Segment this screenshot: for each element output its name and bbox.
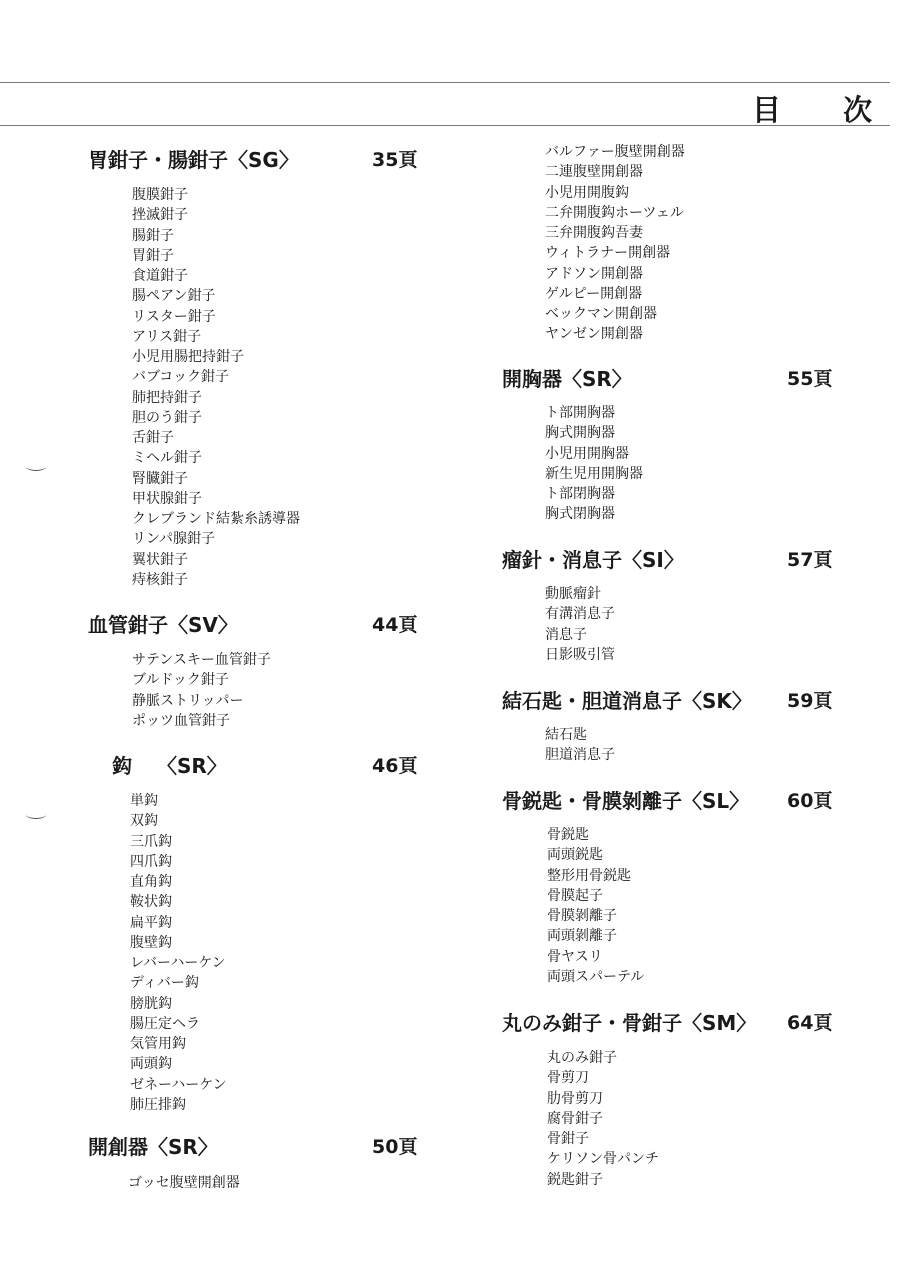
item-list [130, 791, 227, 1115]
toc-item: 鞍状鈎 [130, 894, 172, 911]
item-list [545, 142, 685, 345]
toc-item: 小児用開胸器 [545, 445, 629, 462]
section-page-number: 57頁 [787, 549, 833, 571]
toc-item: 動脈瘤針 [545, 586, 601, 602]
toc-item: 食道鉗子 [132, 268, 188, 284]
toc-item: 骨鉗子 [547, 1131, 589, 1147]
item-list [545, 725, 615, 766]
item-list [132, 185, 300, 590]
section-title: 胃鉗子・腸鉗子〈SG〉 [88, 148, 299, 172]
section-page-number: 46頁 [372, 755, 418, 777]
toc-item: クレブランド結紮糸誘導器 [132, 511, 300, 527]
top-rule [0, 82, 890, 83]
toc-item: 肺圧排鈎 [130, 1096, 186, 1113]
item-list [545, 403, 643, 525]
toc-item: 腐骨鉗子 [547, 1110, 603, 1127]
toc-item: ト部閉胸器 [545, 486, 615, 502]
toc-item: 腸圧定ヘラ [130, 1015, 200, 1032]
toc-item: ヤンゼン開創器 [545, 326, 643, 343]
toc-item: 有溝消息子 [545, 606, 615, 623]
toc-item: ゴッセ腹壁開創器 [128, 1175, 240, 1191]
toc-item: 三爪鈎 [130, 833, 172, 850]
toc-item: 痔核鉗子 [132, 571, 188, 588]
toc-item: 胃鉗子 [132, 247, 174, 264]
toc-item: ブルドック鉗子 [132, 672, 229, 689]
toc-item: 胸式開胸器 [545, 425, 615, 442]
toc-item: サテンスキー血管鉗子 [132, 652, 271, 668]
toc-item: リンパ腺鉗子 [132, 531, 216, 548]
toc-item: ゲルピー開創器 [545, 285, 643, 302]
toc-item: 胆道消息子 [545, 747, 615, 764]
toc-item: バブコック鉗子 [132, 369, 230, 386]
toc-item: 整形用骨鋭匙 [547, 867, 631, 884]
toc-item: 静脈ストリッパー [132, 692, 244, 709]
toc-item: リスター鉗子 [132, 308, 216, 325]
toc-item: 胸式閉胸器 [545, 506, 615, 523]
item-list [547, 825, 644, 987]
toc-item: 単鈎 [130, 793, 158, 809]
section-title: 開胸器〈SR〉 [502, 367, 632, 391]
toc-item: 舌鉗子 [132, 430, 174, 446]
toc-item: レバーハーケン [130, 955, 226, 971]
item-list [545, 584, 615, 665]
item-list [132, 650, 271, 731]
toc-item: 骨ヤスリ [547, 948, 603, 965]
toc-item: 小児用腸把持鉗子 [132, 349, 244, 365]
toc-item: 骨剪刀 [547, 1070, 589, 1087]
section-title: 丸のみ鉗子・骨鉗子〈SM〉 [502, 1011, 757, 1035]
toc-item: ポッツ血管鉗子 [132, 712, 230, 729]
toc-item: 肋骨剪刀 [547, 1090, 603, 1107]
toc-item: 扁平鈎 [130, 914, 172, 931]
toc-item: 肺把持鉗子 [132, 389, 202, 406]
toc-item: ミヘル鉗子 [132, 450, 202, 467]
toc-item: 甲状腺鉗子 [132, 490, 202, 507]
toc-item: 四爪鈎 [130, 853, 172, 870]
toc-item: ウィトラナー開創器 [545, 245, 671, 262]
toc-item: ベックマン開創器 [545, 306, 657, 322]
toc-item: ディバー鈎 [130, 975, 199, 992]
toc-item: 翼状鉗子 [132, 551, 188, 568]
header-rule [0, 125, 890, 126]
toc-item: アリス鉗子 [132, 328, 202, 345]
section-page-number: 44頁 [372, 614, 418, 636]
toc-item: 消息子 [545, 626, 587, 643]
toc-item: 結石匙 [545, 727, 587, 743]
toc-item: 腎臓鉗子 [132, 470, 188, 487]
section-title: 瘤針・消息子〈SI〉 [502, 548, 684, 572]
toc-item: アドソン開創器 [545, 265, 643, 282]
toc-item: 気管用鈎 [130, 1036, 186, 1052]
section-page-number: 60頁 [787, 790, 833, 812]
toc-item: 小児用開腹鈎 [545, 184, 629, 201]
section-title: 結石匙・胆道消息子〈SK〉 [502, 689, 752, 713]
toc-item: 三弁開腹鈎吾妻 [545, 225, 643, 241]
toc-item: 腸鉗子 [132, 227, 174, 244]
item-list [547, 1048, 659, 1190]
toc-item: 日影吸引管 [545, 646, 615, 663]
toc-item: 挫滅鉗子 [132, 207, 188, 224]
toc-item: 腸ペアン鉗子 [132, 288, 216, 305]
toc-item: 骨膜剝離子 [547, 908, 617, 924]
toc-item: ゼネーハーケン [130, 1076, 227, 1093]
toc-item: 双鈎 [130, 813, 158, 830]
toc-item: 膀胱鈎 [130, 995, 172, 1012]
toc-item: 直角鈎 [130, 874, 172, 890]
toc-item: 新生児用開胸器 [545, 465, 643, 482]
section-title: 血管鉗子〈SV〉 [88, 613, 238, 637]
section-title: 鈎 〈SR〉 [112, 754, 227, 778]
binder-hole-mark [26, 462, 46, 471]
toc-item: 二弁開腹鈎ホーツェル [545, 204, 684, 221]
toc-item: 丸のみ鉗子 [547, 1050, 617, 1066]
toc-item: 両頭鋭匙 [547, 847, 603, 864]
section-page-number: 59頁 [787, 690, 833, 712]
binder-hole-mark [26, 810, 46, 819]
toc-item: ケリソン骨パンチ [547, 1151, 659, 1168]
toc-item: 両頭スパーテル [547, 968, 645, 985]
toc-item: 骨鋭匙 [547, 827, 589, 843]
toc-item: 胆のう鉗子 [132, 409, 202, 426]
toc-item: 鋭匙鉗子 [547, 1171, 603, 1188]
section-title: 開創器〈SR〉 [88, 1135, 218, 1159]
section-title: 骨鋭匙・骨膜剝離子〈SL〉 [502, 789, 750, 813]
page-title: 目 次 [752, 93, 899, 127]
toc-item: 腹膜鉗子 [132, 187, 188, 203]
toc-item: 両頭鈎 [130, 1056, 172, 1073]
section-page-number: 50頁 [372, 1136, 418, 1158]
toc-item: 腹壁鈎 [130, 934, 172, 951]
toc-item: 二連腹壁開創器 [545, 164, 643, 181]
item-list [128, 1173, 240, 1193]
toc-item: 骨膜起子 [547, 887, 603, 904]
section-page-number: 35頁 [372, 149, 418, 171]
section-page-number: 64頁 [787, 1012, 833, 1034]
toc-item: バルファー腹壁開創器 [545, 144, 685, 160]
toc-item: 両頭剝離子 [547, 928, 617, 945]
toc-item: ト部開胸器 [545, 405, 615, 421]
section-page-number: 55頁 [787, 368, 833, 390]
